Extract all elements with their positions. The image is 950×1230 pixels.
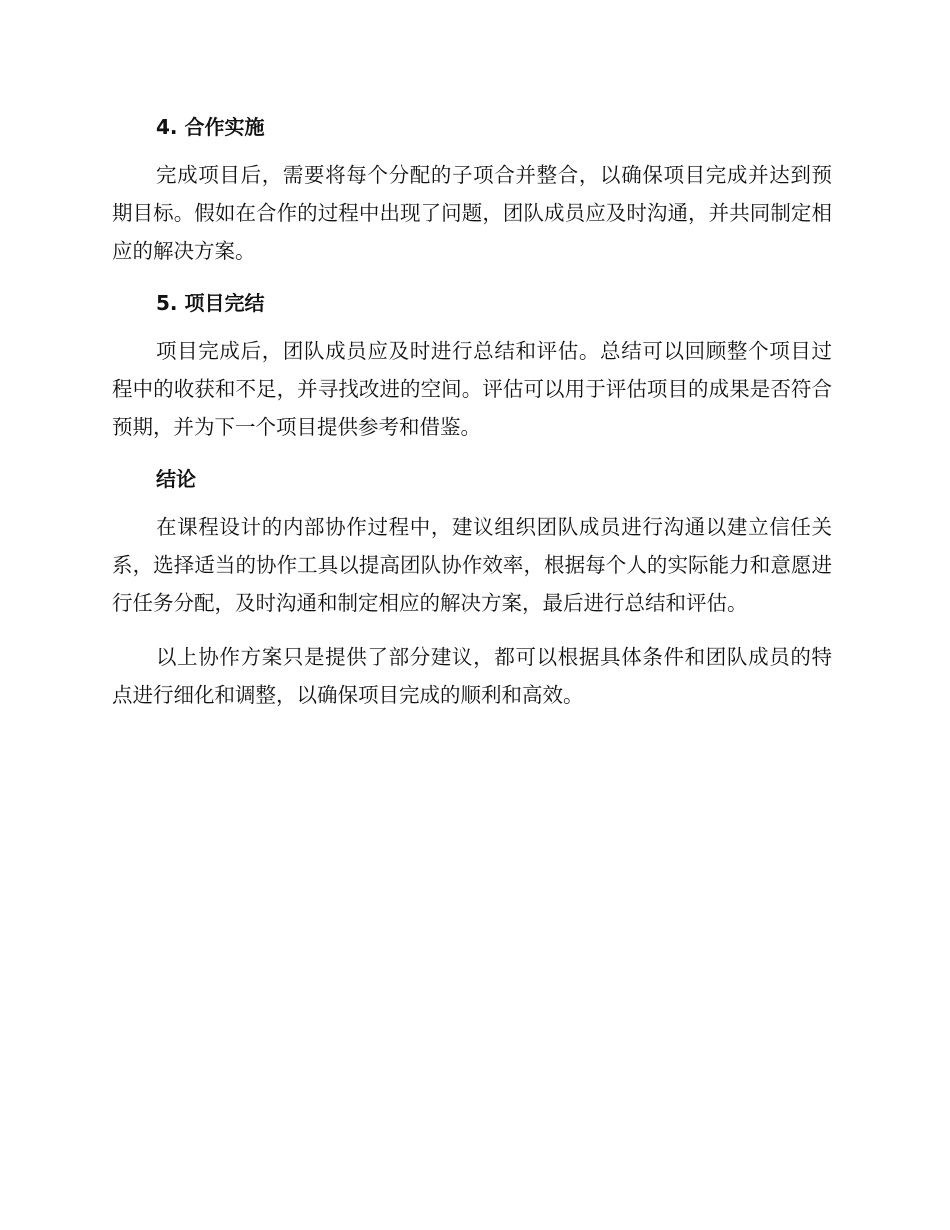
paragraph-conclusion-2: 以上协作方案只是提供了部分建议，都可以根据具体条件和团队成员的特点进行细化和调整，以确保项目完成的顺利和高效。 [112,645,832,707]
section-heading-conclusion: 结论 [156,467,196,491]
paragraph-project-completion: 项目完成后，团队成员应及时进行总结和评估。总结可以回顾整个项目过程中的收获和不足，并寻找改进的空间。评估可以用于评估项目的成果是否符合预期，并为下一个项目提供参考和借鉴。 [112,339,832,439]
document-body [112,110,832,714]
paragraph-conclusion-1: 在课程设计的内部协作过程中，建议组织团队成员进行沟通以建立信任关系，选择适当的协作工具以提高团队协作效率，根据每个人的实际能力和意愿进行任务分配，及时沟通和制定相应的解决方案，最后进行总结和评估。 [112,515,832,615]
section-heading-project-completion: 5. 项目完结 [156,291,265,315]
section-heading-cooperation: 4. 合作实施 [156,115,265,139]
paragraph-cooperation: 完成项目后，需要将每个分配的子项合并整合，以确保项目完成并达到预期目标。假如在合作的过程中出现了问题，团队成员应及时沟通，并共同制定相应的解决方案。 [112,163,832,263]
